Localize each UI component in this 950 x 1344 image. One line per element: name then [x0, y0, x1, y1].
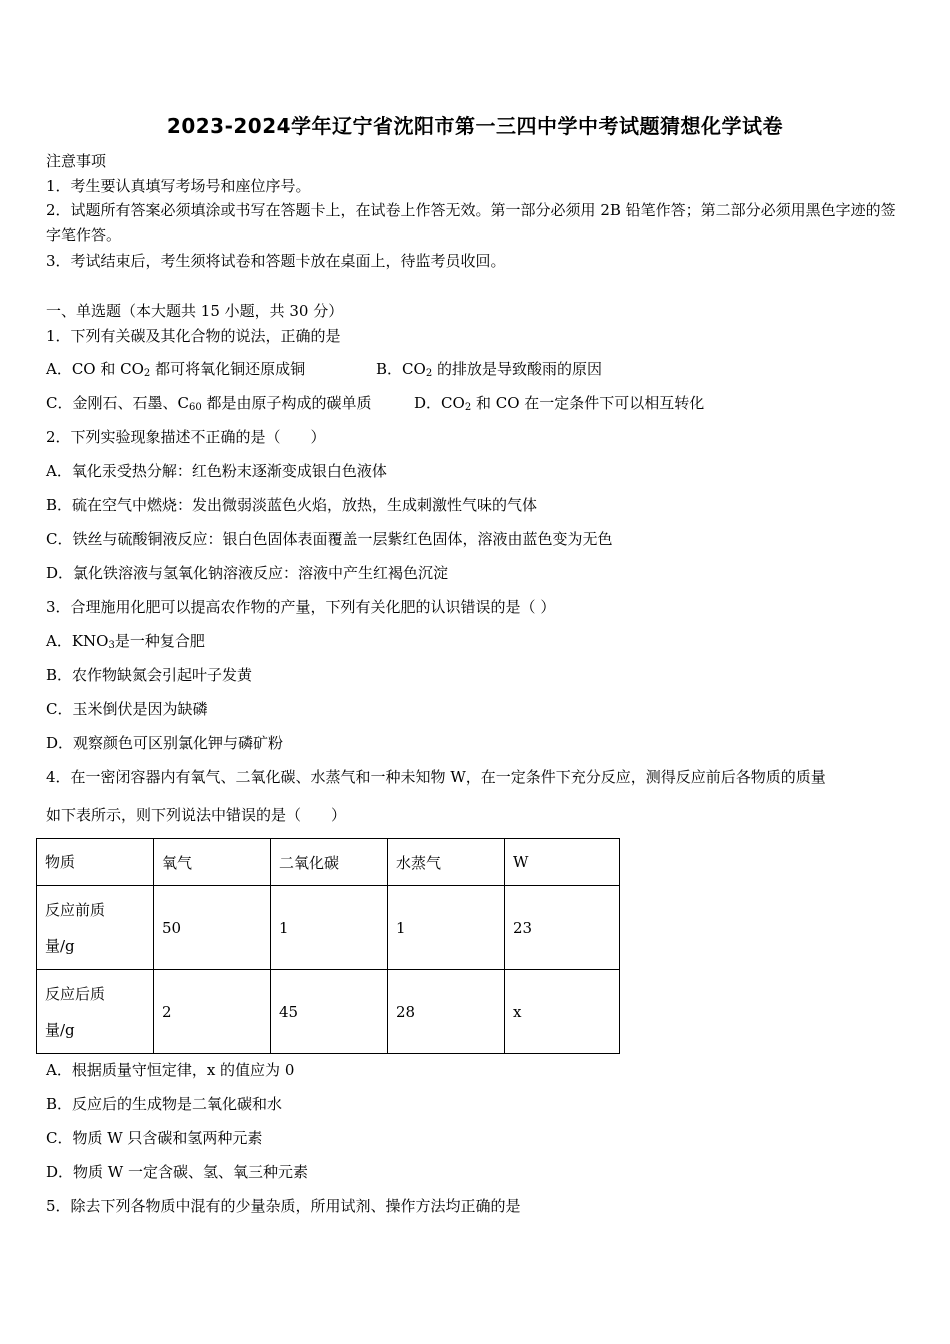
q1-option-c: C．金刚石、石墨、$C_{60}$ 都是由原子构成的碳单质 [46, 394, 372, 413]
question-5-stem: 5．除去下列各物质中混有的少量杂质，所用试剂、操作方法均正确的是 [46, 1197, 521, 1215]
q4-option-b: B．反应后的生成物是二氧化碳和水 [46, 1095, 283, 1113]
question-4-stem: 4．在一密闭容器内有氧气、二氧化碳、水蒸气和一种未知物 W，在一定条件下充分反应，测得反应前后各物质的质量 [46, 768, 826, 786]
q2-option-b: B．硫在空气中燃烧：发出微弱淡蓝色火焰，放热，生成刺激性气味的气体 [46, 496, 538, 514]
question-3-stem: 3．合理施用化肥可以提高农作物的产量，下列有关化肥的认识错误的是（ ） [46, 598, 556, 616]
q3-option-b: B．农作物缺氮会引起叶子发黄 [46, 666, 253, 684]
table-cell: 23 [505, 886, 620, 970]
table-row [37, 886, 620, 970]
table-cell: 1 [388, 886, 505, 970]
row-label: 反应后质 量/g [37, 970, 154, 1054]
note-item: 1．考生要认真填写考场号和座位序号。 [46, 177, 311, 195]
table-header-row [37, 839, 620, 886]
q3-option-d: D．观察颜色可区别氯化钾与磷矿粉 [46, 734, 284, 752]
note-item: 2．试题所有答案必须填涂或书写在答题卡上，在试卷上作答无效。第一部分必须用 2B 铅笔作答；第二部分必须用黑色字迹的签字笔作答。 [46, 201, 896, 244]
table-cell: 1 [271, 886, 388, 970]
q2-option-a: A．氧化汞受热分解：红色粉末逐渐变成银白色液体 [46, 462, 387, 480]
q1-option-a: A．CO 和 $CO_2$ 都可将氧化铜还原成铜 [46, 360, 306, 379]
section-heading: 一、单选题（本大题共 15 小题，共 30 分） [46, 302, 344, 320]
page-title: 2023-2024学年辽宁省沈阳市第一三四中学中考试题猜想化学试卷 [166, 114, 784, 138]
question-4-stem-cont: 如下表所示，则下列说法中错误的是（ ） [46, 806, 347, 824]
table-cell: 2 [154, 970, 271, 1054]
question-2-stem: 2．下列实验现象描述不正确的是（ ） [46, 428, 326, 446]
note-item: 3．考试结束后，考生须将试卷和答题卡放在桌面上，待监考员收回。 [46, 252, 506, 270]
table-header-cell: 物质 [37, 839, 154, 886]
notes-heading: 注意事项 [46, 152, 107, 170]
table-header-cell: 氧气 [154, 839, 271, 886]
q2-option-c: C．铁丝与硫酸铜液反应：银白色固体表面覆盖一层紫红色固体，溶液由蓝色变为无色 [46, 530, 613, 548]
table-header-cell: 水蒸气 [388, 839, 505, 886]
table-cell: x [505, 970, 620, 1054]
q3-option-c: C．玉米倒伏是因为缺磷 [46, 700, 208, 718]
question-1-stem: 1．下列有关碳及其化合物的说法，正确的是 [46, 327, 341, 345]
q4-option-d: D．物质 W 一定含碳、氢、氧三种元素 [46, 1163, 308, 1181]
table-cell: 50 [154, 886, 271, 970]
mass-table [36, 838, 620, 1054]
q1-option-b: B．$CO_2$ 的排放是导致酸雨的原因 [376, 360, 602, 379]
q1-option-d: D．$CO_2$ 和 CO 在一定条件下可以相互转化 [414, 394, 705, 413]
q3-option-a: A．$KNO_3$是一种复合肥 [46, 632, 205, 651]
table-row [37, 970, 620, 1054]
q2-option-d: D．氯化铁溶液与氢氧化钠溶液反应：溶液中产生红褐色沉淀 [46, 564, 449, 582]
row-label: 反应前质 量/g [37, 886, 154, 970]
table-header-cell: W [505, 839, 620, 886]
table-cell: 45 [271, 970, 388, 1054]
q4-option-c: C．物质 W 只含碳和氢两种元素 [46, 1129, 263, 1147]
table-header-cell: 二氧化碳 [271, 839, 388, 886]
table-cell: 28 [388, 970, 505, 1054]
q4-option-a: A．根据质量守恒定律，x 的值应为 0 [46, 1061, 295, 1079]
